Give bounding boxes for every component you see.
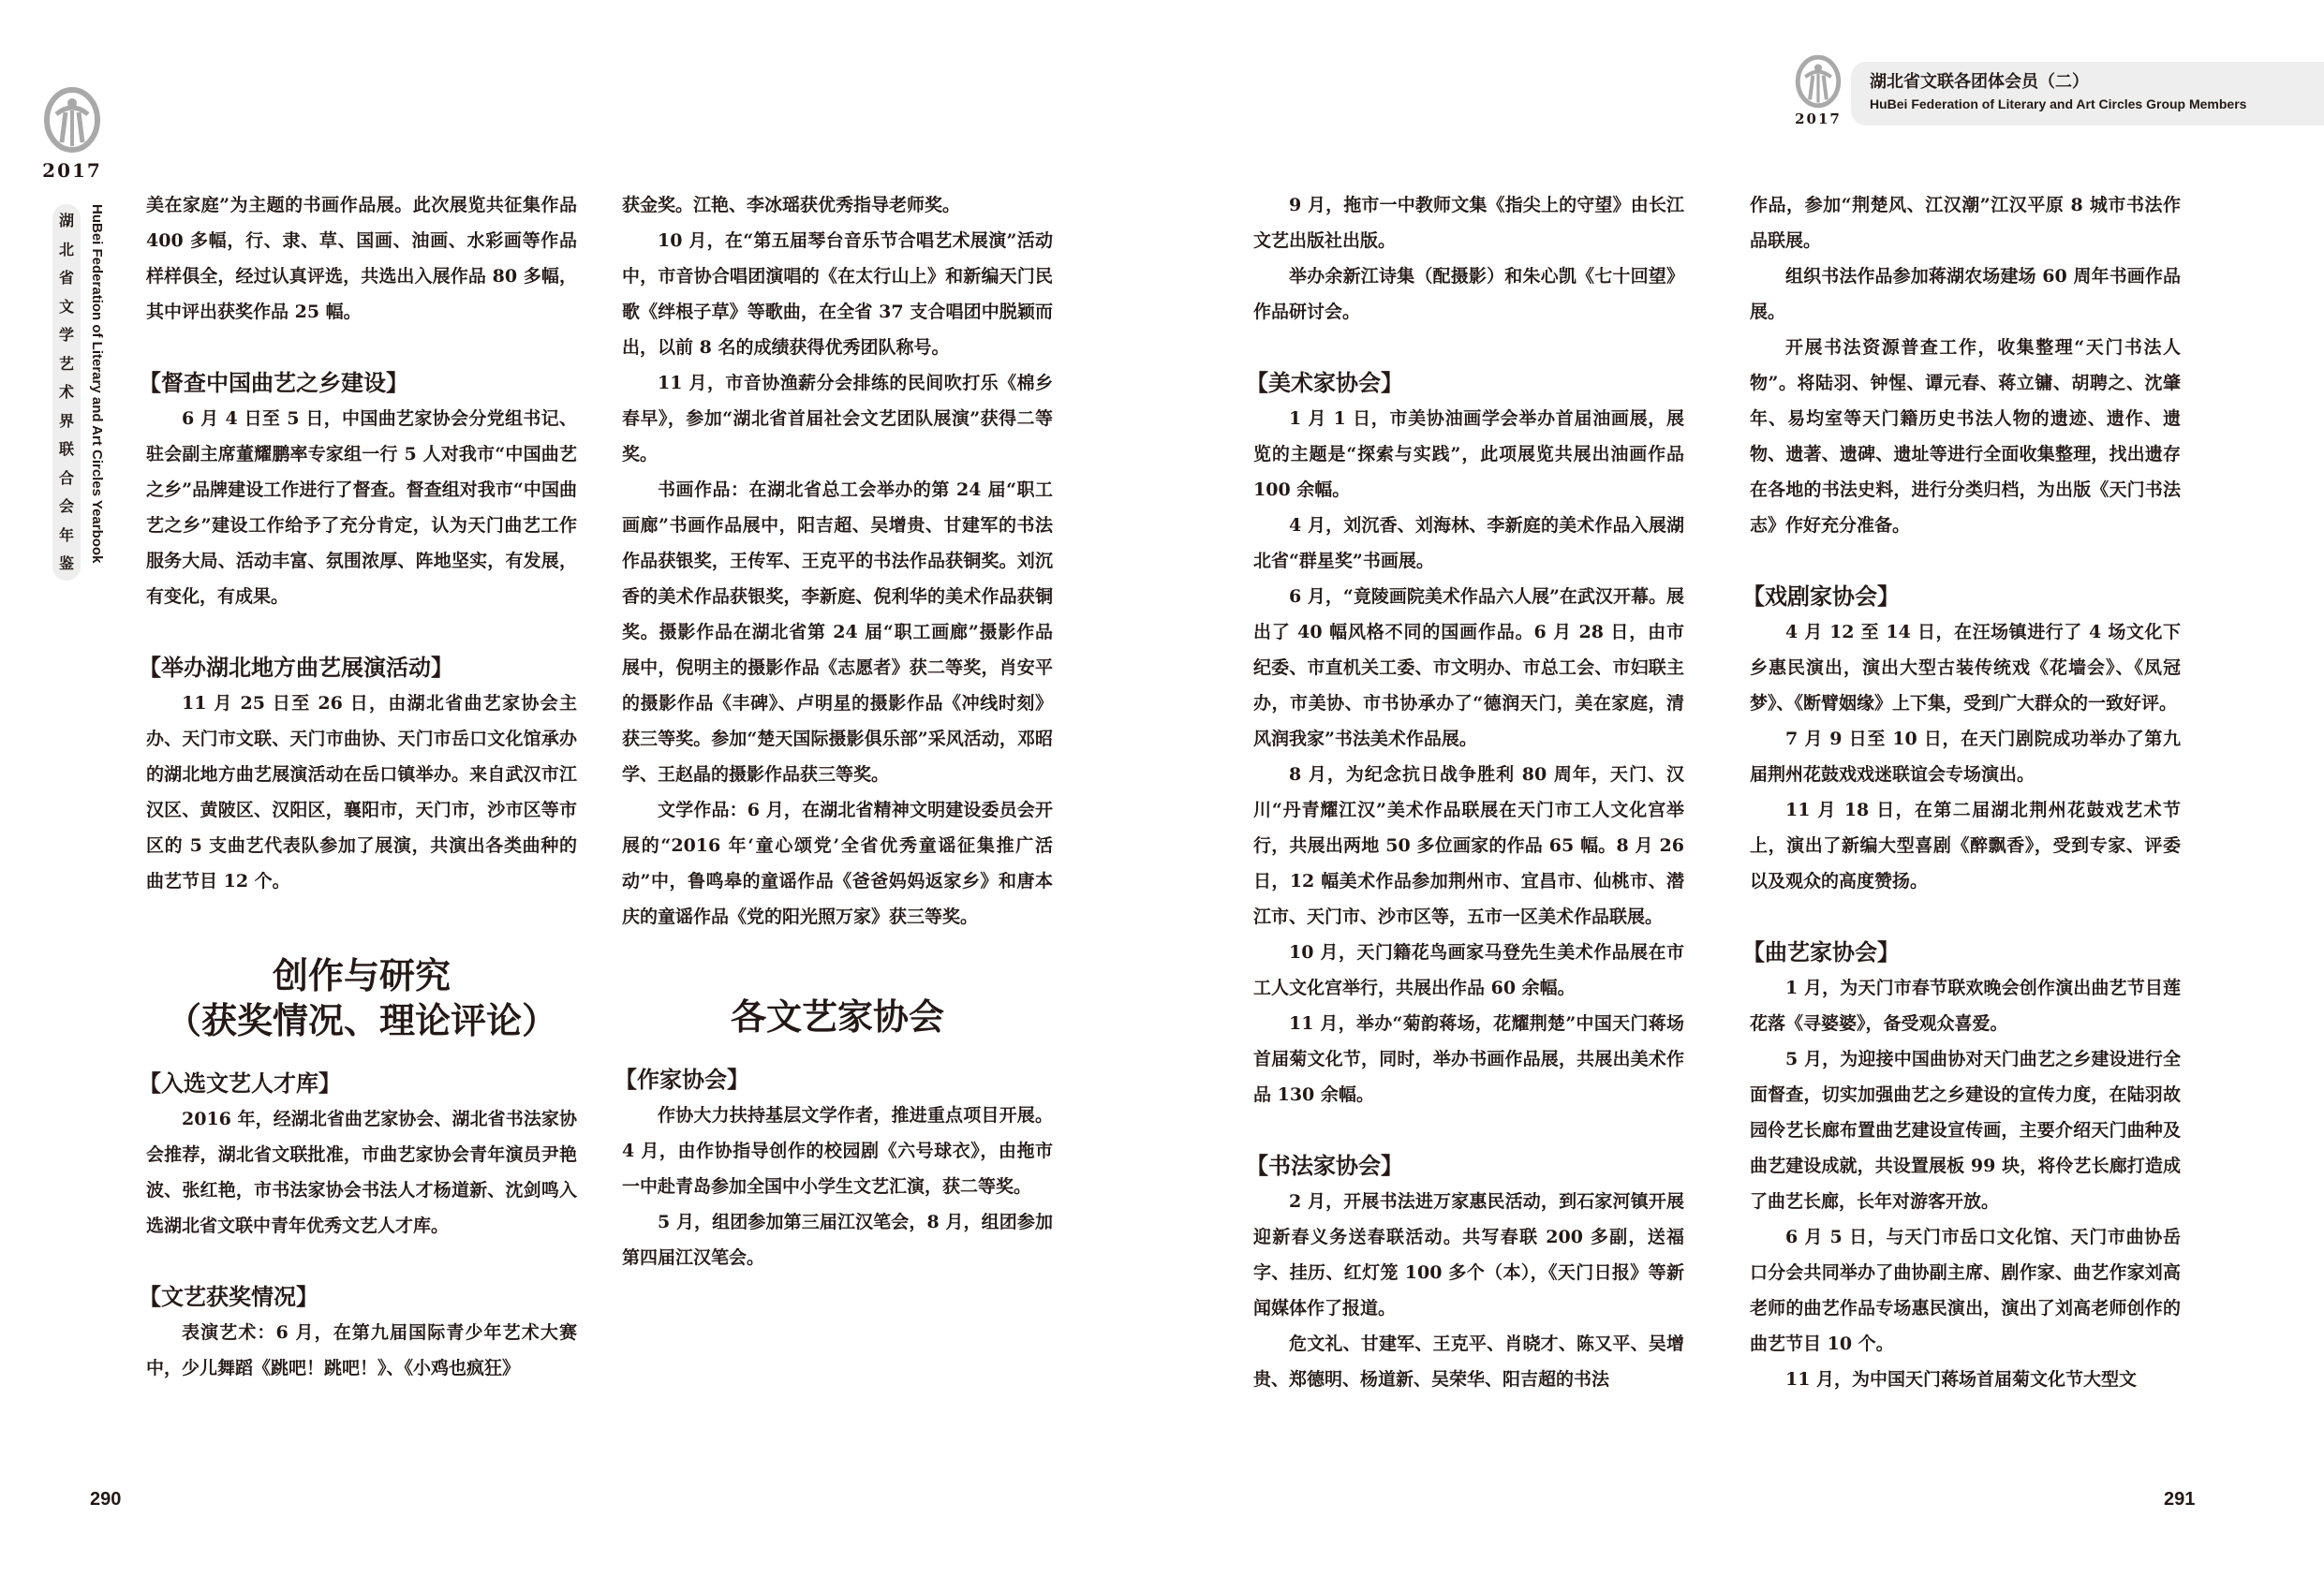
paragraph: 11 月 18 日，在第二届湖北荆州花鼓戏艺术节上，演出了新编大型喜剧《醉飘香》，受到专家、评委以及观众的高度赞扬。 — [1750, 800, 2181, 892]
sidebar-char: 北 — [58, 240, 74, 258]
federation-emblem-icon — [1795, 54, 1842, 109]
sidebar-char: 年 — [58, 525, 74, 544]
paragraph: 10 月，在“第五届琴台音乐节合唱艺术展演”活动中，市音协合唱团演唱的《在太行山上》和新编天门民歌《绊根子草》等歌曲，在全省 37 支合唱团中脱颖而出，以前 8 名的成绩获得优秀团队称号。 — [622, 230, 1053, 358]
chapter-title: 各文艺家协会 — [730, 996, 944, 1038]
sidebar-char: 术 — [58, 383, 74, 401]
section-heading: 【入选文艺人才库】 — [139, 1070, 341, 1097]
sidebar-char: 合 — [58, 468, 74, 487]
paragraph: 6 月，“竟陵画院美术作品六人展”在武汉开幕。展出了 40 幅风格不同的国画作品。6 月 28 日，由市纪委、市直机关工委、市文明办、市总工会、市妇联主办，市美协、市书协承办了“德润天门，美在家庭，清风润我家”书法美术作品展。 — [1253, 586, 1684, 749]
section-heading: 【书法家协会】 — [1246, 1153, 1403, 1179]
section-heading: 【曲艺家协会】 — [1742, 939, 1900, 965]
paragraph: 9 月，拖市一中教师文集《指尖上的守望》由长江文艺出版社出版。 — [1253, 195, 1684, 251]
paragraph: 5 月，为迎接中国曲协对天门曲艺之乡建设进行全面督查，切实加强曲艺之乡建设的宣传力度，在陆羽故园伶艺长廊布置曲艺建设宣传画，主要介绍天门曲种及曲艺建设成就，共设置展板 99 块，将伶艺长廊打造成了曲艺长廊，长年对游客开放。 — [1750, 1049, 2181, 1212]
paragraph: 2 月，开展书法进万家惠民活动，到石家河镇开展迎新春义务送春联活动。共写春联 200 多副，送福字、挂历、红灯笼 100 多个（本），《天门日报》等新闻媒体作了报道。 — [1253, 1191, 1684, 1319]
yearbook-title-english: HuBei Federation of Literary and Art Circles Yearbook — [89, 204, 105, 564]
paragraph: 11 月，为中国天门蒋场首届菊文化节大型文 — [1785, 1369, 2138, 1390]
paragraph: 开展书法资源普查工作，收集整理“天门书法人物”。将陆羽、钟惺、谭元春、蒋立镛、胡聘之、沈肇年、易均室等天门籍历史书法人物的遗迹、遗作、遗物、遗著、遗碑、遗址等进行全面收集整理，找出遗存在各地的书法史料，进行分类归档，为出版《天门书法志》作好充分准备。 — [1750, 337, 2181, 536]
paragraph: 表演艺术：6 月，在第九届国际青少年艺术大赛中，少儿舞蹈《跳吧！跳吧！》、《小鸡也疯狂》 — [146, 1322, 577, 1378]
section-heading: 【举办湖北地方曲艺展演活动】 — [139, 655, 453, 681]
sidebar-char: 艺 — [58, 354, 74, 373]
logo-year: 2017 — [42, 159, 102, 182]
sidebar-char: 学 — [58, 326, 74, 344]
sidebar-char: 湖 — [58, 212, 74, 229]
paragraph: 2016 年，经湖北省曲艺家协会、湖北省书法家协会推荐，湖北省文联批准，市曲艺家协会青年演员尹艳波、张红艳，市书法家协会书法人才杨道新、沈剑鸣入选湖北省文联中青年优秀文艺人才库。 — [146, 1109, 577, 1236]
paragraph: 11 月 25 日至 26 日，由湖北省曲艺家协会主办、天门市文联、天门市曲协、天门市岳口文化馆承办的湖北地方曲艺展演活动在岳口镇举办。来自武汉市江汉区、黄陂区、汉阳区，襄阳市，天门市，沙市区等市区的 5 支曲艺代表队参加了展演，共演出各类曲种的曲艺节目 12 个。 — [146, 693, 577, 892]
paragraph: 5 月，组团参加第三届江汉笔会，8 月，组团参加第四届江汉笔会。 — [622, 1212, 1053, 1268]
page-number: 291 — [2164, 1489, 2196, 1510]
sidebar-char: 会 — [58, 497, 74, 515]
header-title-en: HuBei Federation of Literary and Art Circles Group Members — [1870, 96, 2247, 111]
logo-year: 2017 — [1795, 111, 1842, 127]
paragraph: 8 月，为纪念抗日战争胜利 80 周年，天门、汉川“丹青耀江汉”美术作品联展在天门市工人文化宫举行，共展出两地 50 多位画家的作品 65 幅。8 月 26 日，12 幅美术作品参加荆州市、宜昌市、仙桃市、潜江市、天门市、沙市区等，五市一区美术作品联展。 — [1253, 764, 1684, 927]
paragraph: 4 月 12 至 14 日，在汪场镇进行了 4 场文化下乡惠民演出，演出大型古装传统戏《花墙会》、《凤冠梦》、《断臂姻缘》上下集，受到广大群众的一致好评。 — [1750, 622, 2181, 714]
paragraph: 6 月 5 日，与天门市岳口文化馆、天门市曲协岳口分会共同举办了曲协副主席、剧作家、曲艺作家刘高老师的曲艺作品专场惠民演出，演出了刘高老师创作的曲艺节目 10 个。 — [1750, 1227, 2181, 1354]
chapter-subtitle: （获奖情况、理论评论） — [165, 1000, 557, 1041]
paragraph: 10 月，天门籍花鸟画家马登先生美术作品展在市工人文化宫举行，共展出作品 60 余幅。 — [1253, 942, 1684, 998]
paragraph: 获金奖。江艳、李冰瑶获优秀指导老师奖。 — [622, 195, 961, 215]
sidebar-char: 文 — [58, 297, 74, 316]
yearbook-title-vertical — [52, 204, 81, 581]
paragraph: 文学作品：6 月，在湖北省精神文明建设委员会开展的“2016 年‘童心颂党’全省优秀童谣征集推广活动”中，鲁鸣皋的童谣作品《爸爸妈妈返家乡》和唐本庆的童谣作品《党的阳光照万家》获三等奖。 — [622, 800, 1053, 927]
paragraph: 危文礼、甘建军、王克平、肖晓才、陈又平、吴增贵、郑德明、杨道新、吴荣华、阳吉超的书法 — [1253, 1334, 1684, 1390]
right-column-2 — [1742, 187, 2181, 1397]
paragraph: 7 月 9 日至 10 日，在天门剧院成功举办了第九届荆州花鼓戏戏迷联谊会专场演出。 — [1750, 729, 2181, 785]
sidebar-char: 联 — [58, 440, 74, 458]
paragraph: 组织书法作品参加蒋湖农场建场 60 周年书画作品展。 — [1750, 266, 2181, 322]
yearbook-logo — [39, 86, 105, 182]
paragraph: 书画作品：在湖北省总工会举办的第 24 届“职工画廊”书画作品展中，阳吉超、吴增贵、甘建军的书法作品获银奖，王传军、王克平的书法作品获铜奖。刘沉香的美术作品获银奖，李新庭、倪利华的美术作品获铜奖。摄影作品在湖北省第 24 届“职工画廊”摄影作品展中，倪明主的摄影作品《志愿者》获二等奖，肖安平的摄影作品《丰碑》、卢明星的摄影作品《冲线时刻》获三等奖。参加“楚天国际摄影俱乐部”采风活动，邓昭学、王赵晶的摄影作品获三等奖。 — [622, 479, 1053, 785]
left-column-2 — [614, 187, 1053, 1275]
paragraph: 1 月，为天门市春节联欢晚会创作演出曲艺节目莲花落《寻婆婆》，备受观众喜爱。 — [1750, 978, 2181, 1034]
paragraph: 美在家庭”为主题的书画作品展。此次展览共征集作品 400 多幅，行、隶、草、国画、油画、水彩画等作品样样俱全，经过认真评选，共选出入展作品 80 多幅，其中评出获奖作品 25 幅。 — [146, 195, 577, 322]
paragraph: 举办余新江诗集（配摄影）和朱心凯《七十回望》作品研讨会。 — [1253, 266, 1684, 322]
federation-emblem-icon — [43, 86, 101, 154]
left-column-1 — [139, 187, 577, 1386]
sidebar-char: 鉴 — [58, 554, 74, 572]
yearbook-logo — [1791, 54, 1845, 127]
paragraph: 作协大力扶持基层文学作者，推进重点项目开展。4 月，由作协指导创作的校园剧《六号球衣》，由拖市一中赴青岛参加全国中小学生文艺汇演，获二等奖。 — [622, 1105, 1053, 1197]
page-number: 290 — [90, 1489, 122, 1510]
section-heading: 【戏剧家协会】 — [1742, 583, 1900, 610]
running-header — [1851, 62, 2324, 125]
right-page — [1162, 0, 2324, 1577]
section-heading: 【美术家协会】 — [1246, 370, 1403, 396]
section-heading: 【督查中国曲艺之乡建设】 — [139, 370, 408, 396]
paragraph: 11 月，市音协渔薪分会排练的民间吹打乐《棉乡春早》，参加“湖北省首届社会文艺团队展演”获得二等奖。 — [622, 373, 1053, 464]
section-heading: 【文艺获奖情况】 — [139, 1284, 318, 1310]
paragraph: 11 月，举办“菊韵蒋场，花耀荆楚”中国天门蒋场首届菊文化节，同时，举办书画作品展，共展出美术作品 130 余幅。 — [1253, 1013, 1684, 1105]
right-column-1 — [1246, 187, 1684, 1397]
sidebar-char: 省 — [58, 269, 74, 287]
paragraph: 6 月 4 日至 5 日，中国曲艺家协会分党组书记、驻会副主席董耀鹏率专家组一行 5 人对我市“中国曲艺之乡”品牌建设工作进行了督查。督查组对我市“中国曲艺之乡”建设工作给予了充分肯定，认为天门曲艺工作服务大局、活动丰富、氛围浓厚、阵地坚实，有发展，有变化，有成果。 — [146, 408, 577, 607]
sidebar-char: 界 — [58, 411, 74, 430]
paragraph: 作品，参加“荆楚风、江汉潮”江汉平原 8 城市书法作品联展。 — [1750, 195, 2181, 251]
chapter-title: 创作与研究 — [272, 955, 451, 996]
paragraph: 1 月 1 日，市美协油画学会举办首届油画展，展览的主题是“探索与实践”，此项展览共展出油画作品 100 余幅。 — [1253, 408, 1684, 500]
section-heading: 【作家协会】 — [614, 1067, 749, 1093]
header-title-cn: 湖北省文联各团体会员（二） — [1870, 72, 2089, 92]
paragraph: 4 月，刘沉香、刘海林、李新庭的美术作品入展湖北省“群星奖”书画展。 — [1253, 515, 1684, 571]
